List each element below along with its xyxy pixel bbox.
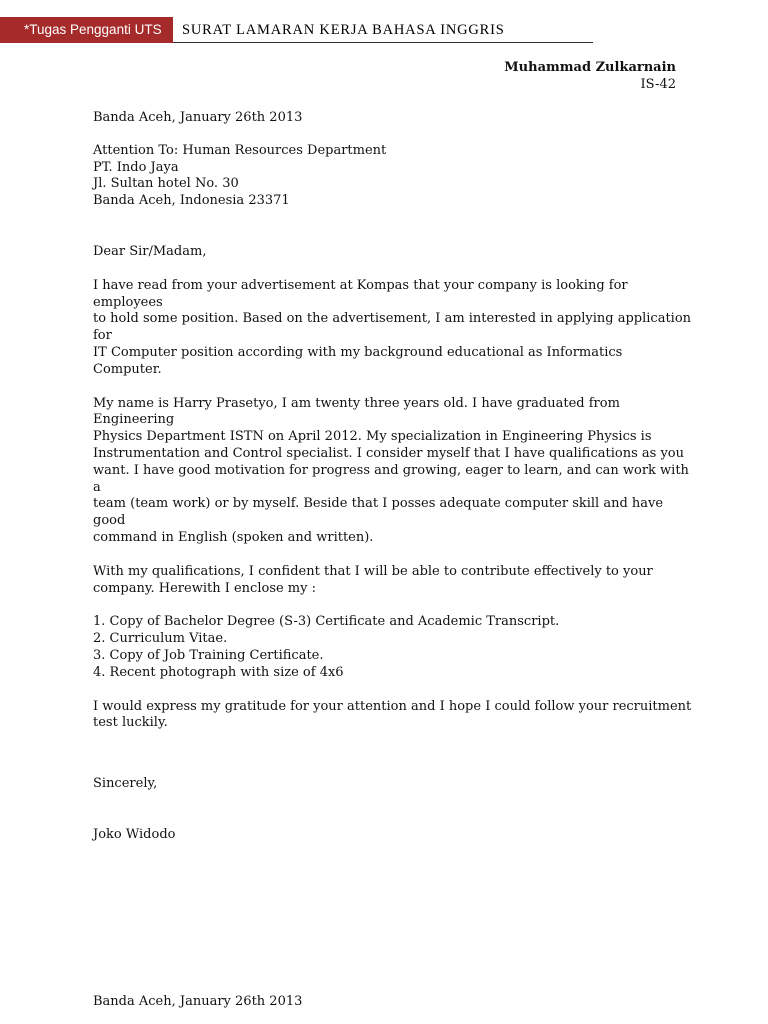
paragraph-line: test luckily. [93, 715, 168, 731]
address-line: Banda Aceh, Indonesia 23371 [93, 193, 290, 209]
closing: Sincerely, [93, 776, 158, 792]
paragraph-line: Instrumentation and Control specialist. I consider myself that I have qualifications as you [93, 445, 684, 461]
address-line: Jl. Sultan hotel No. 30 [93, 176, 239, 192]
paragraph-line: team (team work) or by myself. Beside that I posses adequate computer skill and have good [93, 496, 664, 529]
enclosure-item: 1. Copy of Bachelor Degree (S-3) Certificate and Academic Transcript. [93, 614, 560, 630]
address-line: PT. Indo Jaya [93, 159, 179, 175]
paragraph-line: I have read from your advertisement at Kompas that your company is looking for employees [93, 277, 628, 310]
paragraph-profile [93, 396, 693, 547]
letter-body [93, 110, 693, 1011]
footer-date: Banda Aceh, January 26th 2013 [93, 993, 303, 1009]
letter-date: Banda Aceh, January 26th 2013 [93, 110, 303, 125]
paragraph-closing [93, 699, 693, 733]
author-block [504, 59, 676, 93]
enclosure-item: 3. Copy of Job Training Certificate. [93, 647, 324, 663]
enclosure-item: 2. Curriculum Vitae. [93, 631, 228, 647]
recipient-address [93, 143, 693, 210]
paragraph-qualifications [93, 564, 693, 598]
paragraph-line: IT Computer position according with my background educational as Informatics Computer. [93, 344, 623, 377]
header-tag: *Tugas Pengganti UTS [0, 17, 173, 43]
paragraph-line: command in English (spoken and written). [93, 529, 374, 545]
paragraph-line: want. I have good motivation for progress and growing, eager to learn, and can work with a [93, 462, 689, 495]
signature-name: Joko Widodo [93, 826, 176, 842]
paragraph-line: to hold some position. Based on the advertisement, I am interested in applying application for [93, 311, 692, 344]
paragraph-intro [93, 278, 693, 379]
enclosure-item: 4. Recent photograph with size of 4x6 [93, 664, 344, 680]
author-name: Muhammad Zulkarnain [504, 60, 676, 75]
paragraph-line: With my qualifications, I confident that I will be able to contribute effectively to your [93, 563, 653, 579]
enclosure-list [93, 614, 693, 681]
paragraph-line: My name is Harry Prasetyo, I am twenty three years old. I have graduated from Engineering [93, 395, 620, 428]
paragraph-line: I would express my gratitude for your attention and I hope I could follow your recruitment [93, 698, 692, 714]
author-class: IS-42 [640, 77, 676, 92]
header-divider [173, 42, 593, 43]
address-line: Attention To: Human Resources Department [93, 142, 387, 158]
paragraph-line: Physics Department ISTN on April 2012. My specialization in Engineering Physics is [93, 429, 652, 445]
paragraph-line: company. Herewith I enclose my : [93, 580, 316, 596]
document-title: SURAT LAMARAN KERJA BAHASA INGGRIS [182, 22, 505, 38]
salutation: Dear Sir/Madam, [93, 243, 207, 259]
